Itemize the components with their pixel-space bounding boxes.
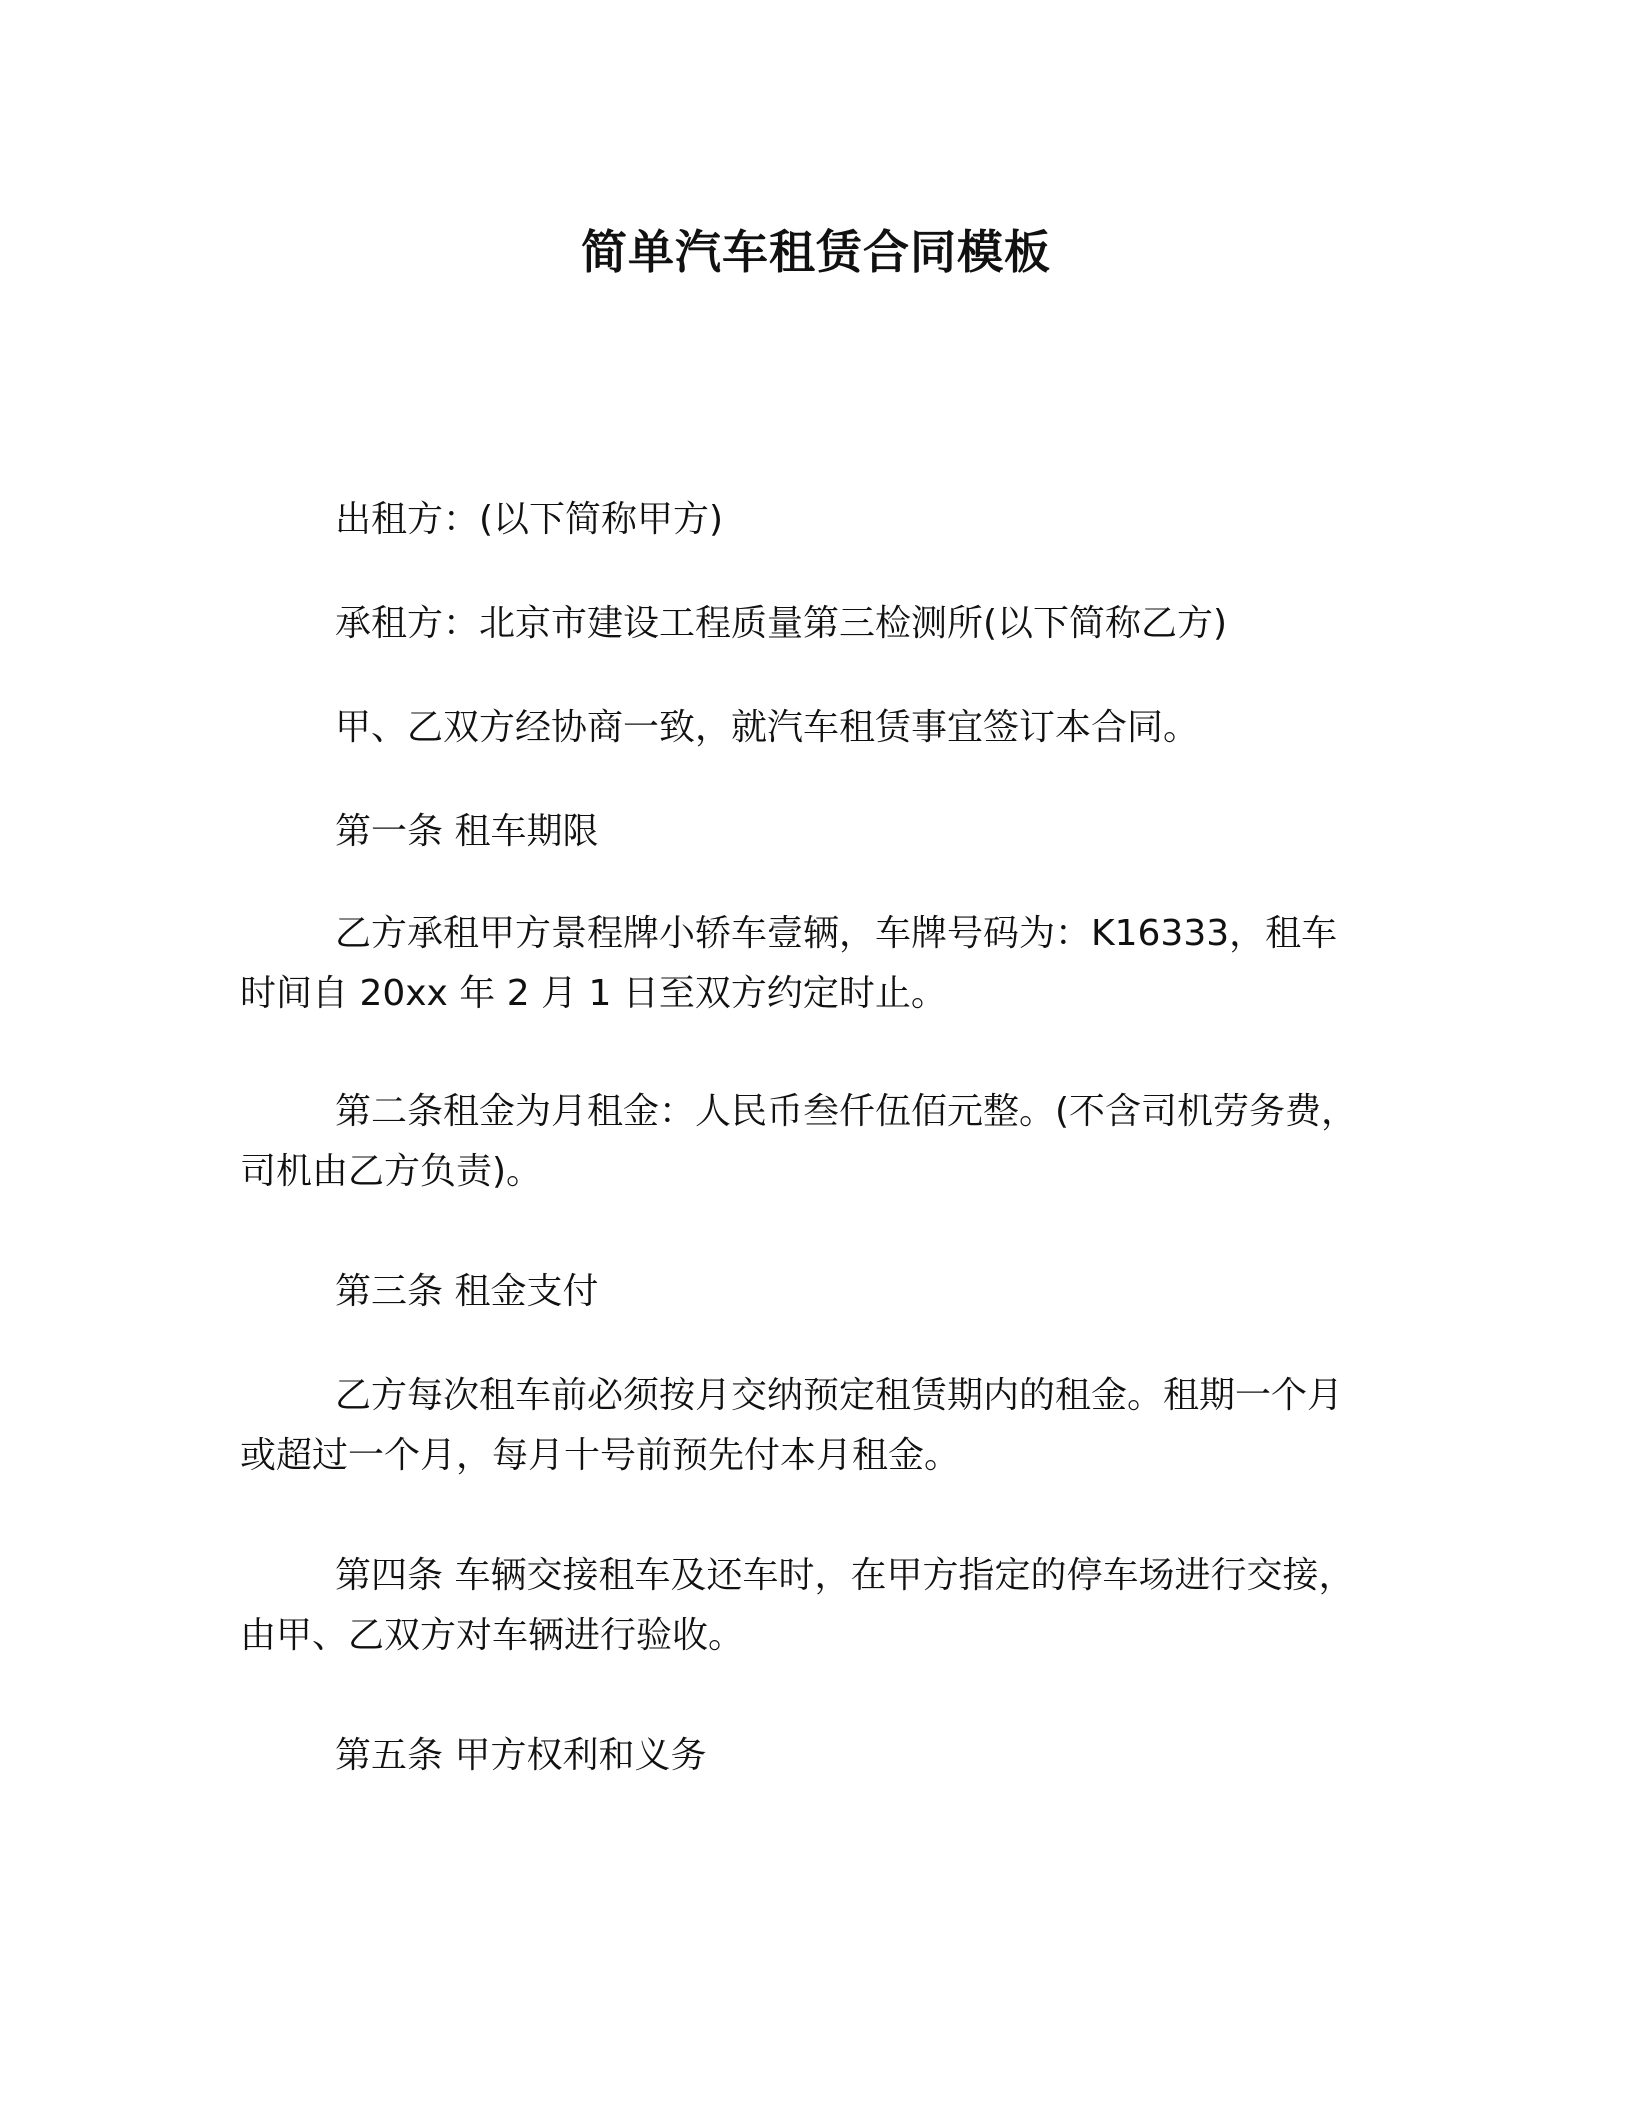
paragraph-line: 承租方：北京市建设工程质量第三检测所(以下简称乙方) [335,603,1228,644]
paragraph-line: 司机由乙方负责)。 [240,1151,543,1192]
article-2-body [240,1082,1380,1202]
paragraph-line: 出租方：(以下简称甲方) [335,499,724,540]
article-4-body [240,1546,1380,1666]
paragraph-line: 时间自 20xx 年 2 月 1 日至双方约定时止。 [240,973,947,1014]
paragraph-lessor [240,490,1475,550]
paragraph-line: 第三条 租金支付 [335,1271,599,1312]
article-3-heading [240,1262,1475,1322]
article-5-heading [240,1726,1475,1786]
paragraph-lessee [240,594,1475,654]
article-1-heading [240,802,1475,862]
paragraph-line: 或超过一个月，每月十号前预先付本月租金。 [240,1435,961,1476]
paragraph-line: 第二条租金为月租金：人民币叁仟伍佰元整。(不含司机劳务费， [335,1091,1358,1132]
paragraph-line: 乙方承租甲方景程牌小轿车壹辆，车牌号码为：K16333，租车 [335,913,1338,954]
article-3-body [240,1366,1380,1486]
paragraph-line: 乙方每次租车前必须按月交纳预定租赁期内的租金。租期一个月 [335,1375,1344,1416]
paragraph-agreement [240,698,1475,758]
paragraph-line: 甲、乙双方经协商一致，就汽车租赁事宜签订本合同。 [335,707,1200,748]
paragraph-line: 第一条 租车期限 [335,811,599,852]
paragraph-line: 第五条 甲方权利和义务 [335,1735,707,1776]
paragraph-line: 由甲、乙双方对车辆进行验收。 [240,1615,745,1656]
article-1-body [240,904,1380,1024]
paragraph-line: 第四条 车辆交接租车及还车时，在甲方指定的停车场进行交接， [335,1555,1355,1596]
document-title: 简单汽车租赁合同模板 [581,225,1051,279]
